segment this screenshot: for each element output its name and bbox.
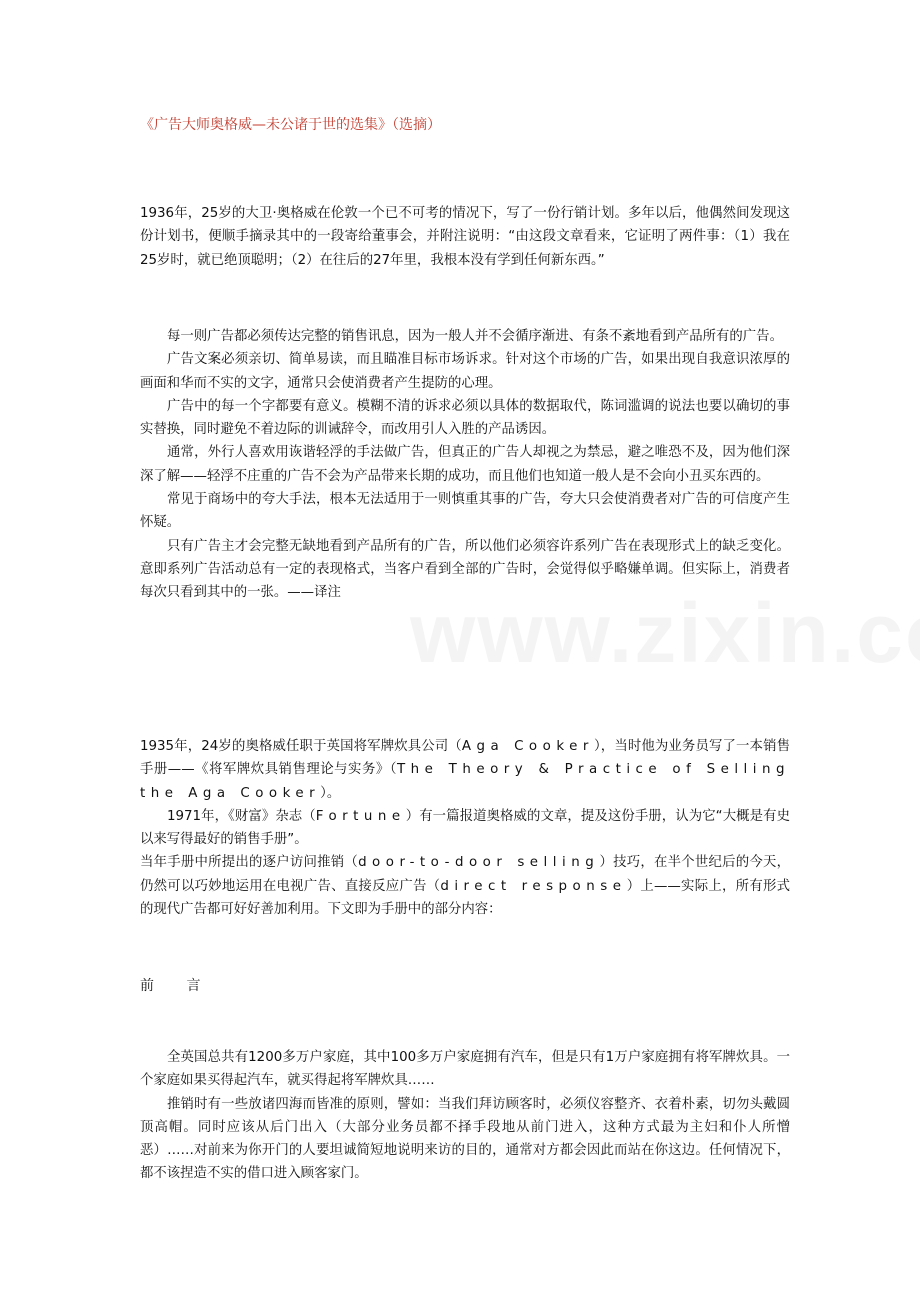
principle-paragraph-1: 每一则广告都必须传达完整的销售讯息，因为一般人并不会循序渐进、有条不紊地看到产品所有的广告。 [167, 329, 783, 344]
principle-paragraph-6: 只有广告主才会完整无缺地看到产品所有的广告，所以他们必须容许系列广告在表现形式上的缺乏变化。意即系列广告活动总有一定的表现格式，当客户看到全部的广告时，会觉得似乎略嫌单调。但实际上，消费者每次只看到其中的一张。——译注 [140, 538, 790, 601]
history-paragraph-3 [140, 851, 790, 921]
history-english-term: door-to-door selling [358, 855, 600, 871]
principle-paragraph-2: 广告文案必须亲切、简单易读，而且瞄准目标市场诉求。针对这个市场的广告，如果出现自我意识浓厚的画面和华而不实的文字，通常只会使消费者产生提防的心理。 [140, 352, 790, 391]
history-text: ）有一篇报道奥格威的文章，提及这份手册，认为它“大概是有史以来写得最好的销售手册”。 [140, 808, 790, 848]
preface-section [140, 1046, 790, 1186]
history-text: ）。 [320, 785, 341, 801]
history-text: ）技巧，在半个世纪后的今天，仍然可以巧妙地运用在电视广告、直接反应广告（ [140, 855, 791, 894]
history-text: 当年手册中所提出的逐户访问推销（ [140, 855, 359, 871]
history-paragraph-1 [140, 735, 790, 805]
principle-paragraph-3: 广告中的每一个字都要有意义。模糊不清的诉求必须以具体的数据取代，陈词滥调的说法也要以确切的事实替换，同时避免不着边际的训诫辞令，而改用引人入胜的产品诱因。 [140, 398, 790, 438]
preface-paragraph-2: 推销时有一些放诸四海而皆准的原则，譬如：当我们拜访顾客时，必须仪容整齐、衣着朴素，切勿头戴圆顶高帽。同时应该从后门出入（大部分业务员都不择手段地从前门进入，这种方式最为主妇和仆人所憎恶）……对前来为你开门的人要坦诚简短地说明来访的目的，通常对方都会因此而站在你这边。任何情况下，都不该捏造不实的借口进入顾客家门。 [140, 1096, 790, 1182]
principle-paragraph-5: 常见于商场中的夸大手法，根本无法适用于一则慎重其事的广告，夸大只会使消费者对广告的可信度产生怀疑。 [140, 492, 790, 531]
principle-paragraph-4: 通常，外行人喜欢用诙谐轻浮的手法做广告，但真正的广告人却视之为禁忌，避之唯恐不及，因为他们深深了解——轻浮不庄重的广告不会为产品带来长期的成功，而且他们也知道一般人是不会向小丑买东西的。 [140, 445, 790, 484]
history-text: 1935年，24岁的奥格威任职于英国将军牌炊具公司（ [140, 739, 462, 754]
history-english-term: The Theory & Practice of Selling the Aga Cooker [140, 762, 790, 801]
history-english-term: Fortune [315, 808, 406, 824]
principles-section [140, 325, 790, 605]
history-text: ）上——实际上，所有形式的现代广告都可好好善加利用。下文即为手册中的部分内容： [140, 878, 791, 918]
intro-paragraph: 1936年，25岁的大卫·奥格威在伦敦一个已不可考的情况下，写了一份行销计划。多年以后，他偶然间发现这份计划书，便顺手摘录其中的一段寄给董事会，并附注说明：“由这段文章看来，它证明了两件事：（1）我在25岁时，就已绝顶聪明；（2）在往后的27年里，我根本没有学到任何新东西。” [140, 206, 790, 268]
history-text: 1971年，《财富》杂志（ [167, 808, 316, 824]
history-english-term: direct response [440, 878, 627, 894]
document-title: 《广告大师奥格威—未公诸于世的选集》（选摘） [140, 117, 441, 133]
history-paragraph-2 [140, 805, 790, 852]
preface-paragraph-1: 全英国总共有1200多万户家庭，其中100多万户家庭拥有汽车，但是只有1万户家庭拥有将军牌炊具。一个家庭如果买得起汽车，就买得起将军牌炊具…… [140, 1050, 790, 1089]
history-section [140, 735, 790, 921]
intro-section [140, 202, 790, 272]
history-text: ），当时他为业务员写了一本销售手册——《将军牌炊具销售理论与实务》（ [140, 739, 790, 778]
history-english-term: Aga Cooker [461, 739, 594, 754]
preface-heading: 前 言 [140, 978, 215, 994]
